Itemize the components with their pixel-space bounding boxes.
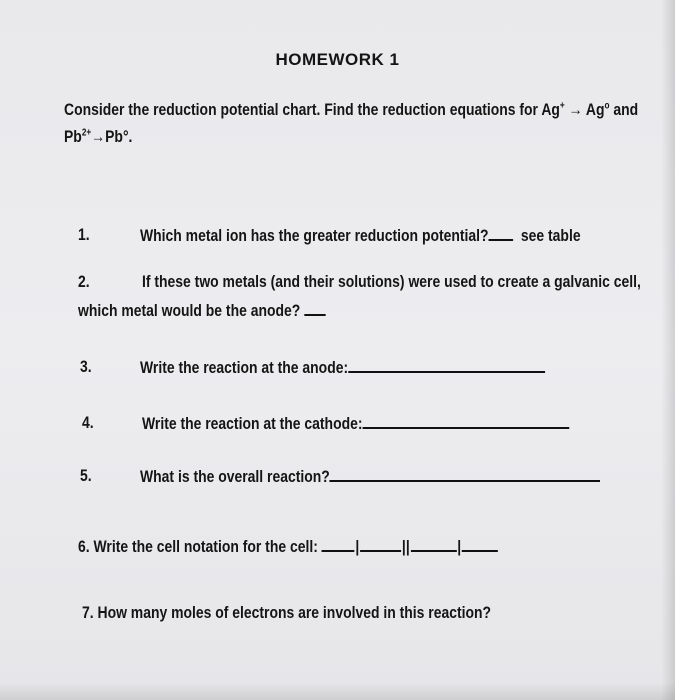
question-1-number: 1. bbox=[78, 225, 90, 244]
question-2 bbox=[78, 272, 92, 292]
question-2-blank[interactable] bbox=[304, 300, 325, 316]
arrow-symbol: → bbox=[91, 127, 106, 146]
question-1 bbox=[78, 225, 92, 245]
cell-notation-blank-3[interactable] bbox=[411, 536, 457, 552]
question-2-text-2: which metal would be the anode? bbox=[78, 301, 301, 320]
question-7-text: 7. How many moles of electrons are involved in this reaction? bbox=[82, 603, 492, 622]
cell-notation-blank-2[interactable] bbox=[360, 536, 401, 552]
salt-bridge-separator: || bbox=[401, 537, 410, 556]
question-1-body bbox=[140, 225, 675, 246]
question-4-body bbox=[142, 413, 663, 434]
question-2-number: 2. bbox=[78, 272, 90, 291]
cell-notation-blank-1[interactable] bbox=[322, 536, 355, 552]
question-1-answer: see table bbox=[520, 226, 581, 245]
question-4 bbox=[82, 413, 96, 433]
question-4-number: 4. bbox=[82, 413, 94, 432]
question-2-line-2 bbox=[78, 300, 380, 321]
phase-separator-2: | bbox=[457, 537, 462, 556]
pb-charge-superscript: 2+ bbox=[81, 127, 92, 139]
homework-title: HOMEWORK 1 bbox=[275, 50, 400, 69]
question-1-blank[interactable] bbox=[489, 225, 514, 241]
question-5-blank[interactable] bbox=[330, 466, 601, 482]
and-word: and bbox=[609, 100, 639, 119]
question-3 bbox=[80, 357, 94, 377]
question-4-blank[interactable] bbox=[363, 413, 570, 429]
phase-separator-1: | bbox=[355, 537, 360, 556]
intro-text: Consider the reduction potential chart. Find the reduction equations for Ag bbox=[64, 100, 560, 119]
ag-plus-superscript: + bbox=[559, 100, 565, 112]
question-2-text: If these two metals (and their solutions) were used to create a galvanic cell, bbox=[142, 272, 641, 291]
question-3-text: Write the reaction at the anode: bbox=[140, 358, 349, 377]
question-2-body bbox=[142, 272, 675, 292]
pb-symbol: Pb bbox=[64, 127, 82, 146]
intro-line-2 bbox=[64, 127, 147, 147]
question-5-body bbox=[140, 466, 675, 487]
pb-zero-mark: °. bbox=[122, 127, 133, 146]
intro-line-1 bbox=[64, 100, 675, 120]
question-5-text: What is the overall reaction? bbox=[140, 467, 330, 486]
pb-product-symbol: Pb bbox=[105, 127, 123, 146]
question-1-text: Which metal ion has the greater reduction potential? bbox=[140, 226, 489, 245]
question-4-text: Write the reaction at the cathode: bbox=[142, 414, 363, 433]
question-3-body bbox=[140, 357, 634, 378]
question-7 bbox=[82, 603, 581, 623]
ag-symbol: Ag bbox=[585, 100, 605, 119]
question-5 bbox=[80, 466, 94, 486]
arrow-symbol: → bbox=[568, 100, 583, 119]
page-bottom-shadow bbox=[0, 682, 675, 700]
question-6 bbox=[78, 536, 590, 557]
ag-zero-superscript: o bbox=[604, 100, 610, 112]
cell-notation-blank-4[interactable] bbox=[462, 536, 498, 552]
question-6-text: 6. Write the cell notation for the cell: bbox=[78, 537, 318, 556]
question-3-blank[interactable] bbox=[348, 357, 545, 373]
question-3-number: 3. bbox=[80, 357, 92, 376]
question-5-number: 5. bbox=[80, 466, 92, 485]
